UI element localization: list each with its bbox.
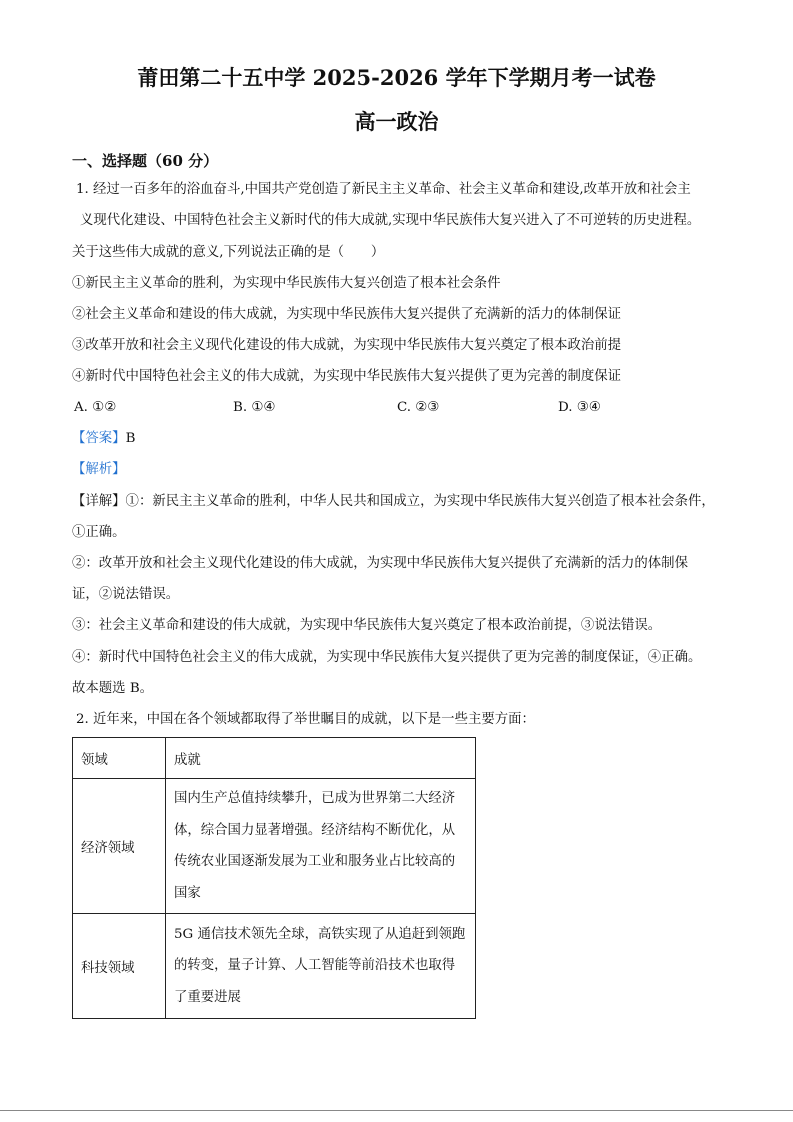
- table-row: [73, 779, 476, 914]
- answer-bracket-open: 【: [72, 431, 86, 446]
- q1-stem-line-1: 1. 经过一百多年的浴血奋斗,中国共产党创造了新民主主义革命、社会主义革命和建设,改革开放和社会主: [76, 182, 691, 197]
- q1-answer: [72, 429, 135, 449]
- q1-detail-line: ①正确。: [72, 525, 126, 540]
- q1-option-a: A. ①②: [74, 400, 117, 415]
- page-bottom-divider: [0, 1110, 793, 1111]
- analysis-tag: 解析: [85, 462, 113, 477]
- section-heading: 一、选择题（60 分）: [72, 152, 219, 170]
- exam-subtitle: 高一政治: [354, 109, 439, 134]
- table-header-row: [73, 738, 476, 779]
- q1-analysis-label: [72, 460, 126, 480]
- q1-statement: ④新时代中国特色社会主义的伟大成就，为实现中华民族伟大复兴提供了更为完善的制度保证: [72, 369, 622, 384]
- q1-stem-line-3: 关于这些伟大成就的意义,下列说法正确的是（ ）: [72, 245, 385, 260]
- q1-option-d: D. ③④: [558, 400, 601, 415]
- answer-value: B: [125, 431, 136, 446]
- q1-detail-line: 【详解】①：新民主主义革命的胜利，中华人民共和国成立，为实现中华民族伟大复兴创造了根本社会条件，: [72, 494, 715, 509]
- q1-detail-line: 故本题选 B。: [72, 681, 154, 696]
- q1-statement: ①新民主主义革命的胜利，为实现中华民族伟大复兴创造了根本社会条件: [72, 276, 501, 291]
- table-cell-achievement: 国内生产总值持续攀升，已成为世界第二大经济体，综合国力显著增强。经济结构不断优化，从传统农业国逐渐发展为工业和服务业占比较高的国家: [166, 779, 476, 914]
- q1-statement: ②社会主义革命和建设的伟大成就，为实现中华民族伟大复兴提供了充满新的活力的体制保证: [72, 307, 622, 322]
- q1-statement: ③改革开放和社会主义现代化建设的伟大成就，为实现中华民族伟大复兴奠定了根本政治前提: [72, 338, 622, 353]
- q1-detail-line: ③：社会主义革命和建设的伟大成就，为实现中华民族伟大复兴奠定了根本政治前提，③说法错误。: [72, 618, 662, 633]
- q1-option-c: C. ②③: [397, 400, 440, 415]
- table-row: [73, 914, 476, 1019]
- q1-detail-line: ④：新时代中国特色社会主义的伟大成就，为实现中华民族伟大复兴提供了更为完善的制度保证，④正确。: [72, 650, 702, 665]
- analysis-bracket-close: 】: [112, 462, 126, 477]
- q2-stem: 2. 近年来，中国在各个领域都取得了举世瞩目的成就，以下是一些主要方面：: [76, 712, 535, 727]
- analysis-bracket-open: 【: [72, 462, 86, 477]
- q1-detail-line: ②：改革开放和社会主义现代化建设的伟大成就，为实现中华民族伟大复兴提供了充满新的活力的体制保: [72, 556, 688, 571]
- table-cell-field: 科技领域: [73, 914, 166, 1019]
- table-cell-achievement: 5G 通信技术领先全球，高铁实现了从追赶到领跑的转变，量子计算、人工智能等前沿技术也取得了重要进展: [166, 914, 476, 1019]
- q1-detail-line: 证，②说法错误。: [72, 587, 180, 602]
- answer-bracket-close: 】: [112, 431, 126, 446]
- q1-stem-line-2: 义现代化建设、中国特色社会主义新时代的伟大成就,实现中华民族伟大复兴进入了不可逆转的历史进程。: [80, 213, 701, 228]
- achievement-table: [72, 737, 476, 1019]
- table-header-cell: 成就: [166, 738, 476, 779]
- q1-option-b: B. ①④: [233, 400, 276, 415]
- table-header-cell: 领域: [73, 738, 166, 779]
- table-cell-field: 经济领域: [73, 779, 166, 914]
- exam-title: 莆田第二十五中学 2025-2026 学年下学期月考一试卷: [137, 65, 656, 90]
- answer-tag: 答案: [85, 431, 113, 446]
